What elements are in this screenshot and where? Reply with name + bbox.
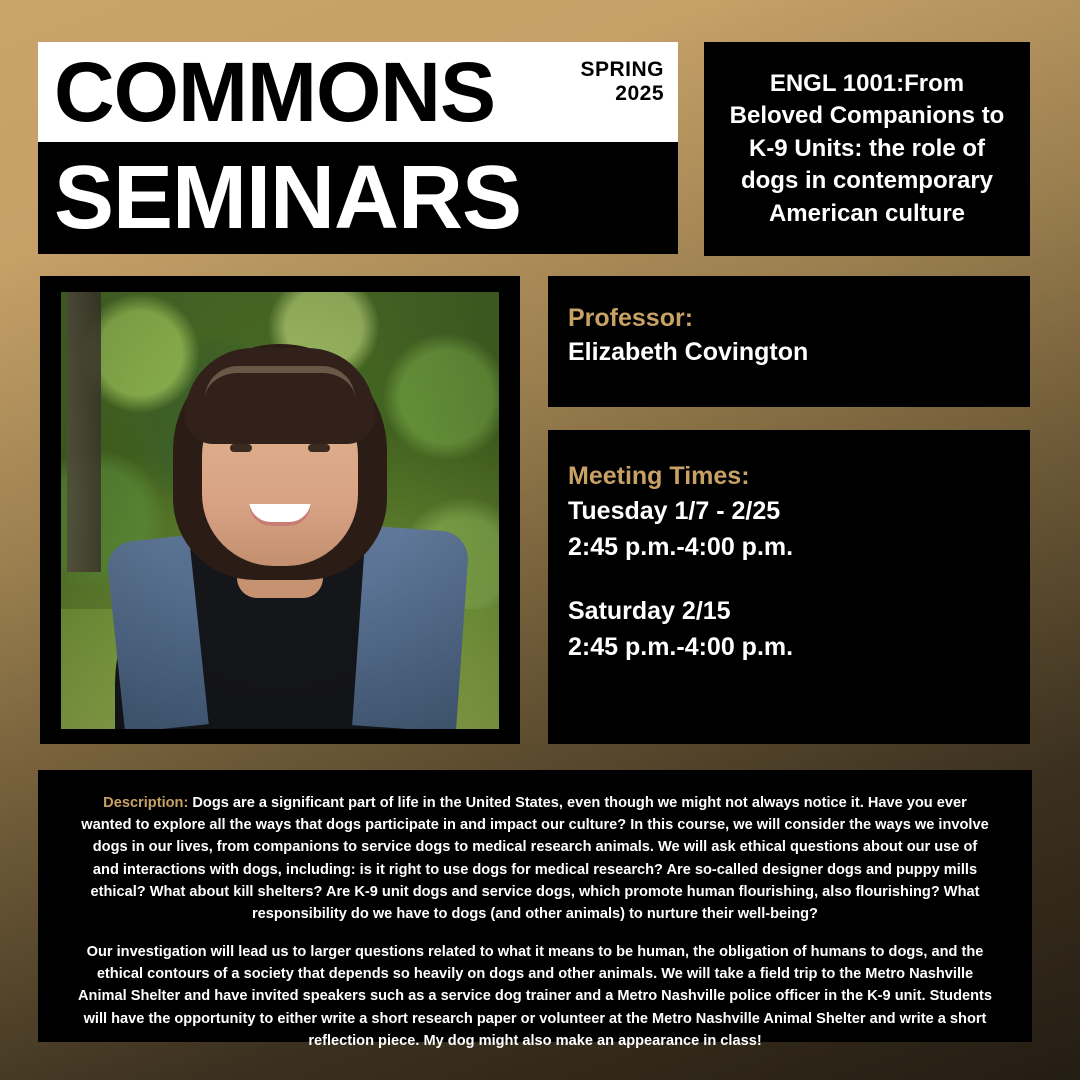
meeting-times-spacer (568, 565, 1030, 593)
description-text-1: Dogs are a significant part of life in the United States, even though we might not always notice it. Have you ever wanted to explore all the ways that dogs participate in and impact our culture? In this course, we will consider the ways we involve dogs in our lives, from companions to service dogs to medical research animals. We will ask ethical questions about our use of and interactions with dogs, including: is it right to use dogs for medical research? Are so-called designer dogs and puppy mills ethical? What about kill shelters? Are K-9 unit dogs and service dogs, which promote human flourishing, also flourishing? What responsibility do we have to dogs (and other animals) to nurture their well-being? (81, 795, 989, 922)
poster-header (38, 42, 678, 254)
meeting-times-block1-time: 2:45 p.m.-4:00 p.m. (568, 532, 794, 561)
title-bottom-bar (38, 142, 678, 254)
professor-label: Professor: (568, 304, 694, 332)
term-year: 2025 (615, 81, 664, 105)
term-season: SPRING (580, 58, 664, 81)
professor-photo-frame (40, 276, 520, 744)
meeting-times-block1-days: Tuesday 1/7 - 2/25 (568, 496, 781, 525)
description-paragraph-2: Our investigation will lead us to larger questions related to what it means to be human, the obligation of humans to dogs, and the ethical contours of a society that depends so heavily on dogs and other animals. We will take a field trip to the Metro Nashville Animal Shelter and have invited speakers such as a service dog trainer and a Metro Nashville police officer in the K-9 unit. Students will have the opportunity to either write a short research paper or volunteer at the Metro Nashville Animal Shelter and write a short reflection piece. My dog might also make an appearance in class! (78, 944, 992, 1049)
meeting-times-box (548, 430, 1030, 744)
description-paragraph-1 (78, 792, 992, 925)
description-label: Description: (103, 795, 189, 811)
meeting-times-block2-time: 2:45 p.m.-4:00 p.m. (568, 633, 794, 662)
professor-name: Elizabeth Covington (568, 337, 809, 366)
course-title-box (704, 42, 1030, 256)
professor-photo (61, 292, 499, 729)
meeting-times-block2-days: Saturday 2/15 (568, 597, 731, 625)
professor-box (548, 276, 1030, 407)
meeting-times-label: Meeting Times: (568, 462, 750, 490)
term-label (580, 58, 664, 105)
course-title: ENGL 1001:From Beloved Companions to K-9 Units: the role of dogs in contemporary American culture (729, 70, 1005, 227)
page-title-line1: COMMONS (54, 45, 495, 139)
title-top-bar (38, 42, 678, 142)
description-box (38, 770, 1032, 1049)
page-title-line2: SEMINARS (54, 148, 522, 248)
photo-vignette (61, 292, 499, 729)
